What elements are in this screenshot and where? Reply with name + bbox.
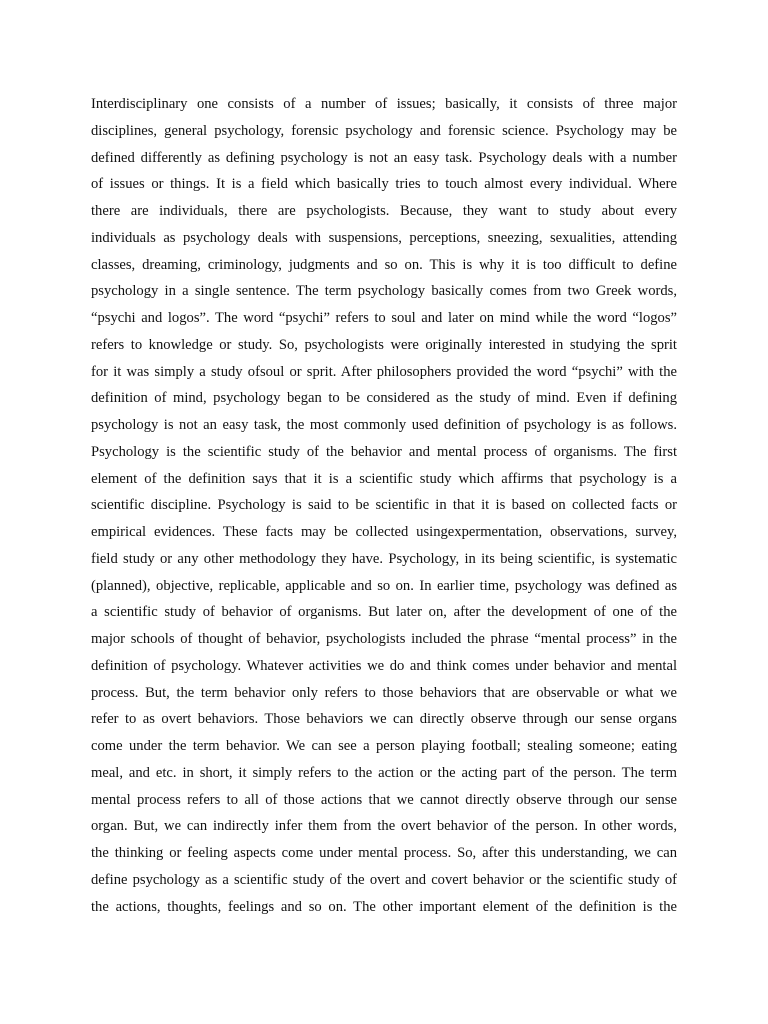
text-line: the actions, thoughts, feelings and so on. The other important element of the definition is the [91,898,677,915]
text-line: meal, and etc. in short, it simply refers to the action or the acting part of the person. The term [91,764,677,781]
text-line: organ. But, we can indirectly infer them from the overt behavior of the person. In other words, [91,818,677,835]
text-line: definition of mind, psychology began to be considered as the study of mind. Even if defining [91,390,677,407]
text-line: a scientific study of behavior of organisms. But later on, after the development of one of the [91,604,677,621]
text-line: defined differently as defining psychology is not an easy task. Psychology deals with a number [91,149,677,166]
text-line: disciplines, general psychology, forensic psychology and forensic science. Psychology may be [91,122,677,139]
text-line: element of the definition says that it is a scientific study which affirms that psychology is a [91,470,677,487]
text-line: field study or any other methodology they have. Psychology, in its being scientific, is systematic [91,550,677,567]
text-line: psychology is not an easy task, the most commonly used definition of psychology is as follows. [91,417,677,433]
text-line: (planned), objective, replicable, applicable and so on. In earlier time, psychology was defined as [91,577,677,594]
text-line: the thinking or feeling aspects come under mental process. So, after this understanding, we can [91,845,677,861]
text-line: empirical evidences. These facts may be collected usingexpermentation, observations, survey, [91,524,677,540]
text-line: scientific discipline. Psychology is said to be scientific in that it is based on collected facts or [91,497,677,514]
text-line: Interdisciplinary one consists of a number of issues; basically, it consists of three major [91,96,677,112]
text-line: refer to as overt behaviors. Those behaviors we can directly observe through our sense organs [91,711,677,728]
text-line: classes, dreaming, criminology, judgments and so on. This is why it is too difficult to define [91,256,677,273]
text-line: define psychology as a scientific study of the overt and covert behavior or the scientific study of [91,871,677,888]
text-line: Psychology is the scientific study of the behavior and mental process of organisms. The first [91,443,677,460]
text-line: refers to knowledge or study. So, psychologists were originally interested in studying the sprit [91,336,677,353]
text-line: come under the term behavior. We can see a person playing football; stealing someone; eating [91,738,677,754]
text-line: individuals as psychology deals with suspensions, perceptions, sneezing, sexualities, attending [91,229,677,246]
text-line: mental process refers to all of those actions that we cannot directly observe through our sense [91,791,677,808]
text-line: of issues or things. It is a field which basically tries to touch almost every individual. Where [91,176,677,193]
text-line: psychology in a single sentence. The term psychology basically comes from two Greek words, [91,283,677,300]
body-paragraph [91,91,677,920]
text-line: major schools of thought of behavior, psychologists included the phrase “mental process” in the [91,631,677,647]
text-line: for it was simply a study ofsoul or sprit. After philosophers provided the word “psychi” with the [91,363,677,380]
text-line: process. But, the term behavior only refers to those behaviors that are observable or what we [91,684,677,701]
text-line: “psychi and logos”. The word “psychi” refers to soul and later on mind while the word “logos” [91,310,677,326]
text-line: definition of psychology. Whatever activities we do and think comes under behavior and mental [91,657,677,674]
text-line: there are individuals, there are psychologists. Because, they want to study about every [91,203,677,219]
